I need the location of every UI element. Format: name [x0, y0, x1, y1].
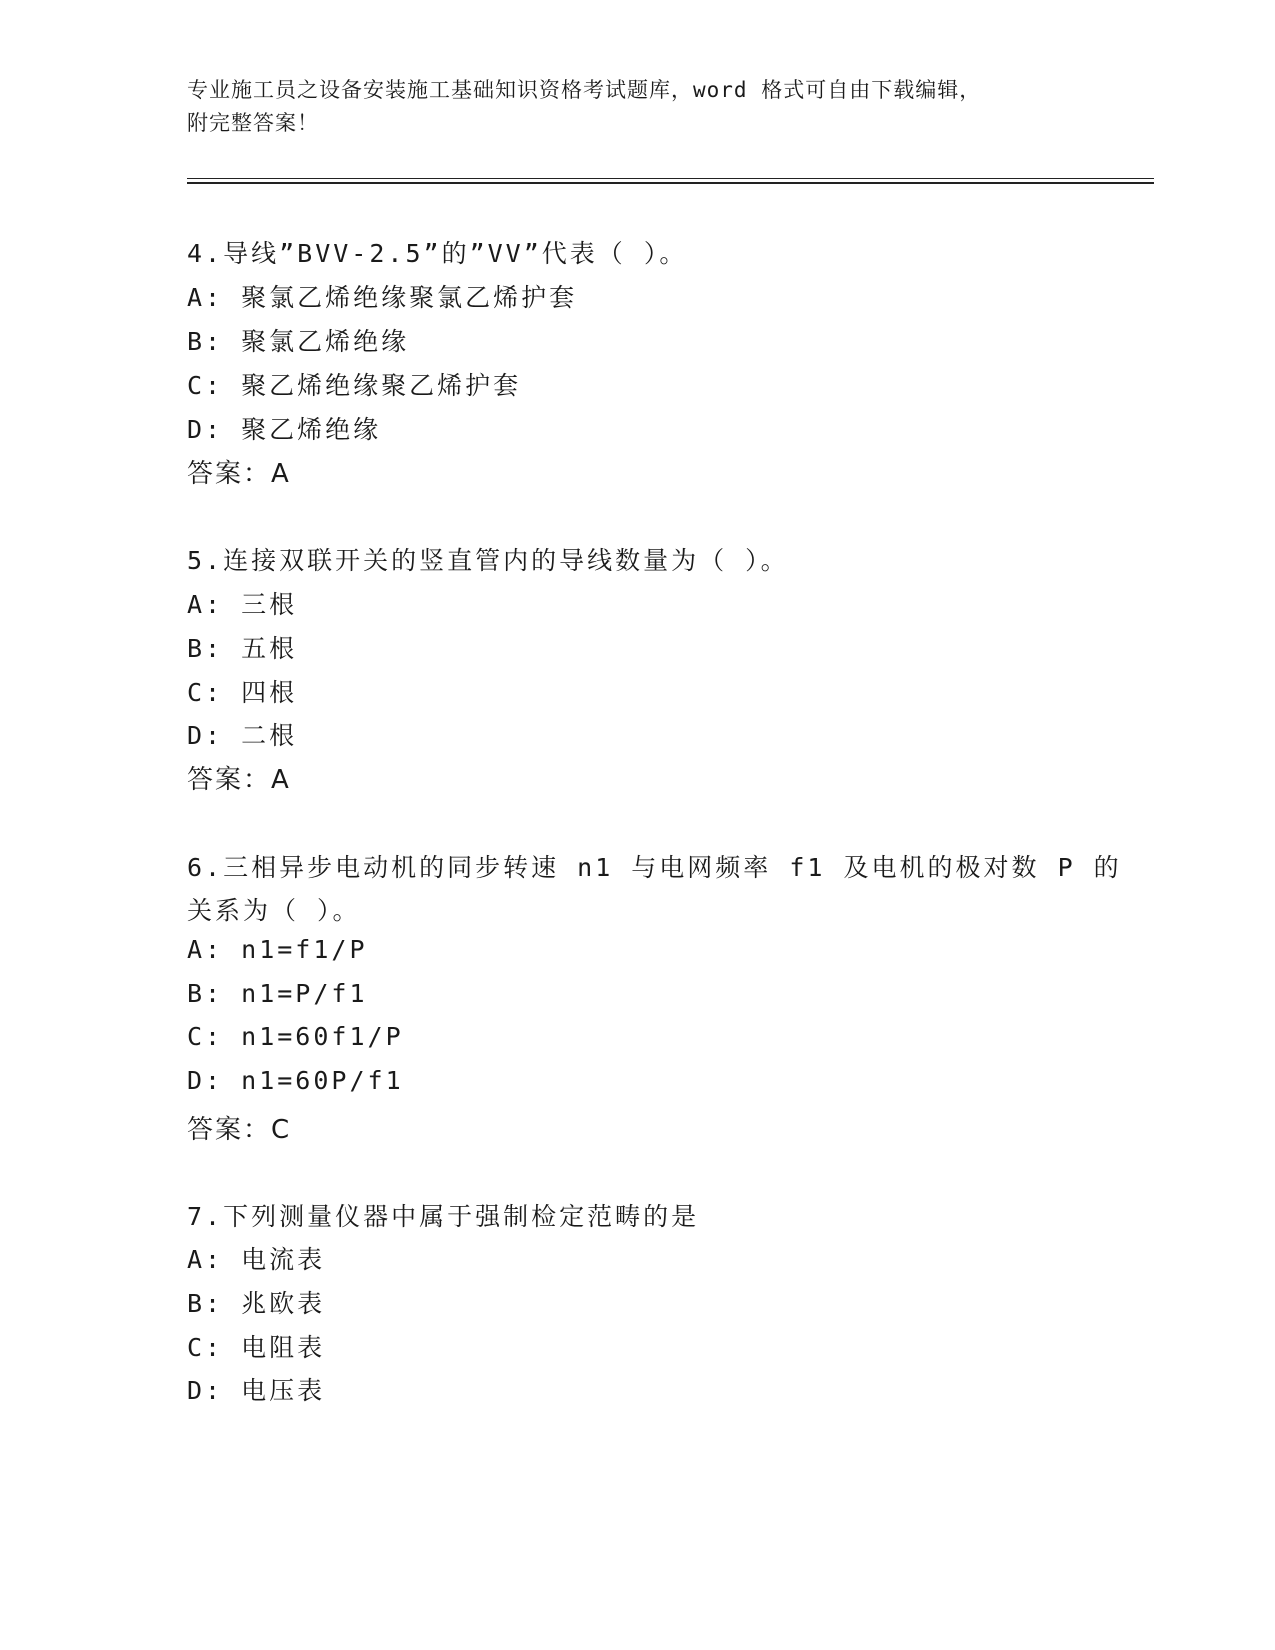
- option-d: D: 二根: [187, 721, 298, 750]
- option-b: B: n1=P/f1: [187, 979, 368, 1008]
- question-stem-continued: 关系为（ ）。: [187, 896, 361, 925]
- option-c: C: 聚乙烯绝缘聚乙烯护套: [187, 371, 522, 400]
- header-divider-thin: [187, 178, 1154, 179]
- question-stem: 4.导线”BVV-2.5”的”VV”代表（ ）。: [187, 239, 688, 268]
- option-b: B: 兆欧表: [187, 1289, 326, 1318]
- answer: 答案：A: [187, 459, 291, 489]
- answer: 答案：C: [187, 1115, 292, 1145]
- document-header: [187, 74, 1087, 140]
- header-line-2: 附完整答案！: [187, 111, 319, 135]
- header-line-1: 专业施工员之设备安装施工基础知识资格考试题库，word 格式可自由下载编辑，: [187, 78, 982, 102]
- header-divider-thick: [187, 182, 1154, 184]
- option-b: B: 聚氯乙烯绝缘: [187, 327, 410, 356]
- option-a: A: 三根: [187, 590, 298, 619]
- option-d: D: n1=60P/f1: [187, 1066, 404, 1095]
- option-d: D: 聚乙烯绝缘: [187, 415, 382, 444]
- option-a: A: n1=f1/P: [187, 935, 368, 964]
- option-a: A: 聚氯乙烯绝缘聚氯乙烯护套: [187, 283, 578, 312]
- option-d: D: 电压表: [187, 1376, 326, 1405]
- option-c: C: 四根: [187, 678, 298, 707]
- option-c: C: 电阻表: [187, 1333, 326, 1362]
- question-stem: 6.三相异步电动机的同步转速 n1 与电网频率 f1 及电机的极对数 P 的: [187, 853, 1122, 882]
- answer: 答案：A: [187, 765, 291, 795]
- question-stem: 5.连接双联开关的竖直管内的导线数量为（ ）。: [187, 546, 789, 575]
- option-b: B: 五根: [187, 634, 298, 663]
- option-a: A: 电流表: [187, 1245, 326, 1274]
- option-c: C: n1=60f1/P: [187, 1022, 404, 1051]
- question-stem: 7.下列测量仪器中属于强制检定范畴的是: [187, 1202, 700, 1231]
